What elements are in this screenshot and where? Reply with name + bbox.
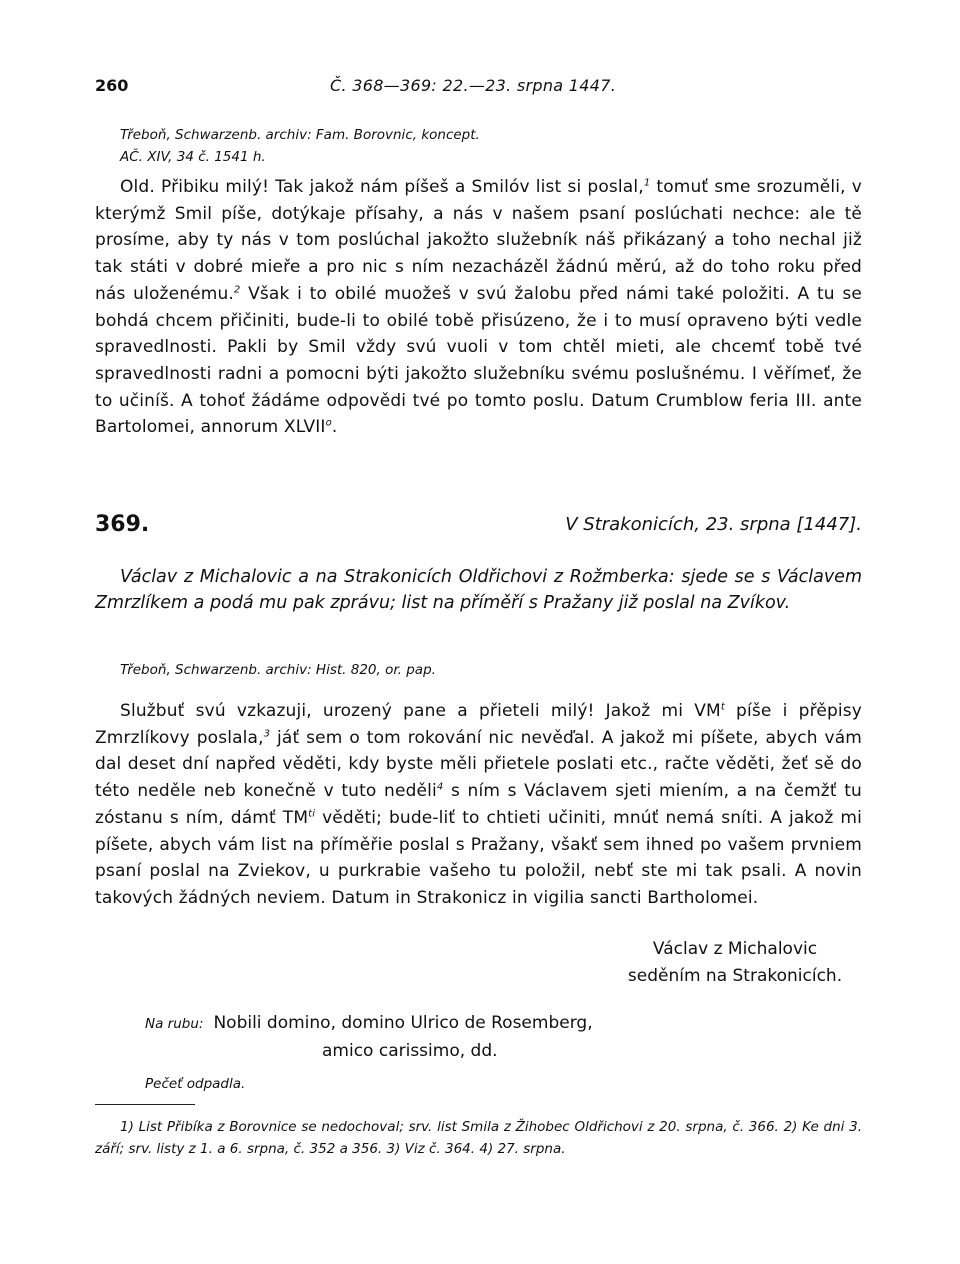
page-number: 260: [95, 76, 129, 95]
address-line-2: amico carissimo, dd.: [322, 1040, 498, 1061]
footnote-ref-3[interactable]: 3: [263, 728, 271, 740]
footnote-divider: [95, 1104, 195, 1105]
letter-368-body: [95, 174, 862, 441]
letter-368-paragraph: Old. Přibiku milý! Tak jakož nám píšeš a Smilóv list si poslal,$^1$ tomuť sme srozuměli, v kterýmž Smil píše, dotýkaje přísahy, a nás v našem psaní poslúchati nechce: ale tě prosíme, aby ty nás v tom poslúchal jakožto služebník náš přikázaný a toho nechal již tak státi v dobré mieře a pro nic s ním nezacházěl žádnú měrú, až do toho roku před nás uloženému.$^2$ Však i to obilé muožeš v svú žalobu před námi také položiti. A tu se bohdá chcem přičiniti, bude-li to obilé tobě přisúzeno, že i to musí opraveno býti vedle spravedlnosti. Pakli by Smil vždy svú vuoli v tom chtěl mieti, ale chcemť tobě tvé spravedlnosti radni a pomocni býti jakožto služebníku svému poslušnému. I věřímeť, že to učiníš. A tohoť žádáme odpovědi tvé po tomto poslu. Datum Crumblow feria III. ante Bartolomei, annorum XLVII$^o$.: [95, 177, 862, 438]
footnote-ref-4[interactable]: 4: [436, 781, 444, 793]
document-regest: Václav z Michalovic a na Strakonicích Oldřichovi z Rožmberka: sjede se s Václavem Zmrzlíkem a podá mu pak zprávu; list na příměří s Pražany již poslal na Zvíkov.: [95, 567, 862, 613]
source-note-369: Třeboň, Schwarzenb. archiv: Hist. 820, or. pap.: [120, 662, 436, 678]
document-place-date: V Strakonicích, 23. srpna [1447].: [565, 514, 862, 535]
address-line-1: Nobili domino, domino Ulrico de Rosemberg,: [213, 1013, 593, 1033]
signature: [610, 936, 860, 989]
running-header: [95, 76, 862, 100]
source-line-1: Třeboň, Schwarzenb. archiv: Fam. Borovnic, koncept.: [120, 127, 480, 143]
running-title: Č. 368—369: 22.—23. srpna 1447.: [330, 76, 617, 95]
footnotes: 1) List Přibíka z Borovnice se nedochoval; srv. list Smila z Žihobec Oldřichovi z 20. srpna, č. 366. 2) Ke dni 3. září; srv. listy z 1. a 6. srpna, č. 352 a 356. 3) Viz č. 364. 4) 27. srpna.: [95, 1119, 862, 1157]
source-line-2: AČ. XIV, 34 č. 1541 h.: [120, 149, 266, 165]
signature-name: Václav z Michalovic: [652, 939, 818, 959]
letter-369-body: [95, 698, 862, 912]
signature-place: seděním na Strakonicích.: [627, 965, 843, 986]
footnote-ref-2[interactable]: 2: [233, 284, 241, 296]
source-note-368: [120, 124, 480, 168]
address-block: [145, 1010, 593, 1064]
letter-369-paragraph: Službuť svú vzkazuji, urozený pane a přieteli milý! Jakož mi $VM^t$ píše i přěpisy Zmrzlíkovy poslala,$^3$ jáť sem o tom rokování nic nevěďal. A jakož mi píšete, abych vám dal deset dní napřed věděti, kdy byste měli přietele poslati etc., račte věděti, žeť sě do této neděle neb konečně v tuto neděli$^4$ s ním s Václavem sjeti miením, a na čemžť tu zóstanu s ním, dámť $TM^{ti}$ věděti; bude-liť to chtieti učiniti, mnúť nemá sníti. A jakož mi píšete, abych vám list na příměřie poslal s Pražany, všakť sem ihned po vašem prvniem psaní poslal na Zviekov, u purkrabie vašeho tu položil, nebť ste mi tak psali. A novin takových žádných neviem. Datum in Strakonicz in vigilia sancti Bartholomei.: [95, 701, 862, 908]
document-number: 369.: [95, 512, 150, 537]
address-label: Na rubu:: [145, 1016, 204, 1032]
seal-note: Pečeť odpadla.: [145, 1076, 246, 1092]
footnote-ref-1[interactable]: 1: [643, 177, 651, 189]
